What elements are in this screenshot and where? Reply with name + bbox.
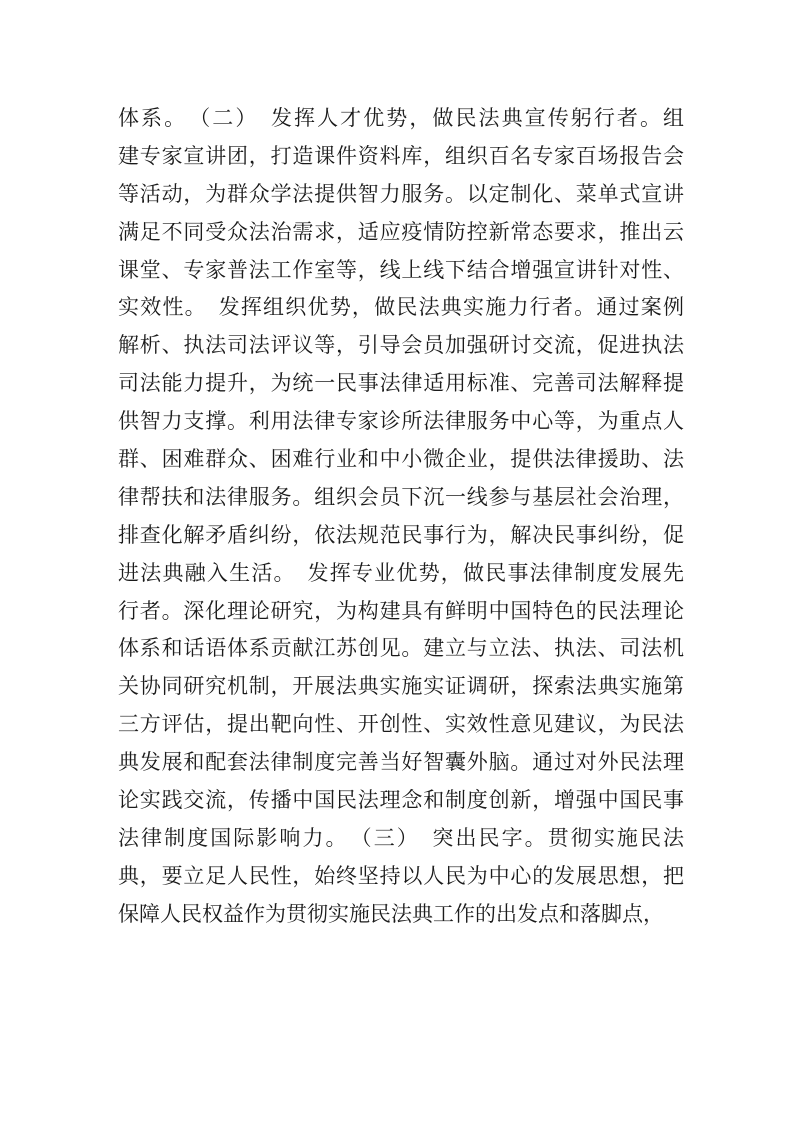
body-text — [118, 100, 684, 934]
text-line: 解析、执法司法评议等，引导会员加强研讨交流，促进执法 — [118, 333, 684, 358]
text-line: 论实践交流，传播中国民法理念和制度创新，增强中国民事 — [118, 788, 684, 813]
text-line: 典，要立足人民性，始终坚持以人民为中心的发展思想，把 — [118, 863, 684, 888]
text-line: 律帮扶和法律服务。组织会员下沉一线参与基层社会治理， — [118, 484, 684, 509]
text-line: 课堂、专家普法工作室等，线上线下结合增强宣讲针对性、 — [118, 257, 684, 282]
text-line: 体系和话语体系贡献江苏创见。建立与立法、执法、司法机 — [118, 636, 684, 661]
text-line: 满足不同受众法治需求，适应疫情防控新常态要求，推出云 — [118, 219, 684, 244]
text-line: 行者。深化理论研究，为构建具有鲜明中国特色的民法理论 — [118, 598, 684, 623]
text-line: 实效性。 发挥组织优势，做民法典实施力行者。通过案例 — [118, 295, 684, 320]
text-line: 体系。 （二） 发挥人才优势，做民法典宣传躬行者。组 — [118, 106, 684, 130]
text-line: 保障人民权益作为贯彻实施民法典工作的出发点和落脚点， — [118, 901, 664, 926]
text-line: 典发展和配套法律制度完善当好智囊外脑。通过对外民法理 — [118, 750, 684, 775]
text-line: 三方评估，提出靶向性、开创性、实效性意见建议，为民法 — [118, 712, 684, 737]
text-line: 法律制度国际影响力。 （三） 突出民字。贯彻实施民法 — [118, 825, 684, 850]
text-line: 等活动，为群众学法提供智力服务。以定制化、菜单式宣讲 — [118, 181, 684, 206]
text-line: 供智力支撑。利用法律专家诊所法律服务中心等，为重点人 — [118, 409, 684, 434]
text-line: 排查化解矛盾纠纷，依法规范民事行为，解决民事纠纷，促 — [118, 522, 684, 547]
text-line: 建专家宣讲团，打造课件资料库，组织百名专家百场报告会 — [118, 143, 684, 168]
text-line: 司法能力提升，为统一民事法律适用标准、完善司法解释提 — [118, 371, 684, 396]
text-line: 群、困难群众、困难行业和中小微企业，提供法律援助、法 — [118, 447, 684, 472]
text-line: 进法典融入生活。 发挥专业优势，做民事法律制度发展先 — [118, 560, 684, 585]
text-line: 关协同研究机制，开展法典实施实证调研，探索法典实施第 — [118, 674, 684, 699]
